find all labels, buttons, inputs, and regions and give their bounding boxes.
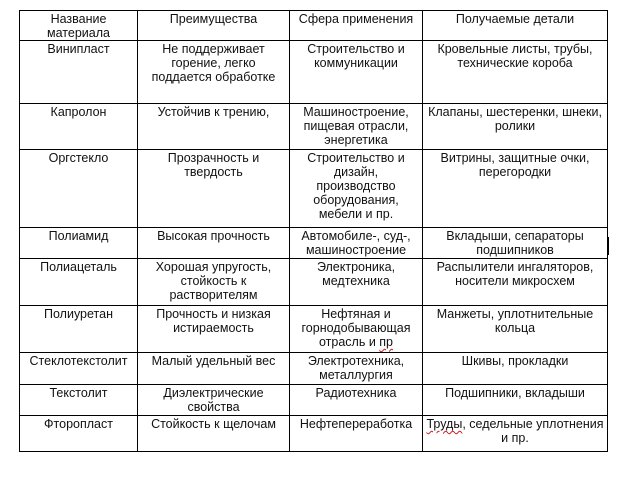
- header-cell-advantages: Преимущества: [138, 11, 290, 41]
- cell-parts: Витрины, защитные очки, перегородки: [423, 150, 608, 228]
- cell-scope: Нефтепереработка: [290, 416, 423, 452]
- cell-advantages: Прочность и низкая истираемость: [138, 306, 290, 353]
- text-cursor-mark: [607, 237, 609, 255]
- cell-material-name: Капролон: [20, 104, 138, 150]
- cell-scope: Машиностроение, пищевая отрасли, энергетика: [290, 104, 423, 150]
- cell-scope: Автомобиле-, суд-, машиностроение: [290, 228, 423, 259]
- cell-material-name: Полиацеталь: [20, 259, 138, 306]
- cell-material-name: Полиамид: [20, 228, 138, 259]
- cell-scope: Электроника, медтехника: [290, 259, 423, 306]
- header-cell-scope: Сфера применения: [290, 11, 423, 41]
- cell-scope: Строительство и коммуникации: [290, 41, 423, 104]
- spellcheck-underline: пр: [379, 335, 394, 349]
- table-row: [20, 41, 608, 104]
- cell-material-name: Оргстекло: [20, 150, 138, 228]
- document-page: [19, 10, 607, 452]
- cell-parts: Вкладыши, сепараторы подшипников: [423, 228, 608, 259]
- table-row: [20, 104, 608, 150]
- spellcheck-underline: Труды: [426, 417, 463, 431]
- header-cell-material-name: Название материала: [20, 11, 138, 41]
- table-row: [20, 385, 608, 416]
- table-row: [20, 416, 608, 452]
- table-row: [20, 228, 608, 259]
- table-row: [20, 150, 608, 228]
- cell-advantages: Диэлектрические свойства: [138, 385, 290, 416]
- cell-parts: Подшипники, вкладыши: [423, 385, 608, 416]
- header-cell-parts: Получаемые детали: [423, 11, 608, 41]
- cell-advantages: Малый удельный вес: [138, 353, 290, 385]
- cell-parts: Клапаны, шестеренки, шнеки, ролики: [423, 104, 608, 150]
- cell-parts: Шкивы, прокладки: [423, 353, 608, 385]
- cell-scope: Электротехника, металлургия: [290, 353, 423, 385]
- cell-parts: Кровельные листы, трубы, технические короба: [423, 41, 608, 104]
- cell-material-name: Полиуретан: [20, 306, 138, 353]
- table-row: [20, 353, 608, 385]
- cell-scope: Строительство и дизайн, производство оборудования, мебели и пр.: [290, 150, 423, 228]
- table-row: [20, 306, 608, 353]
- cell-advantages: Стойкость к щелочам: [138, 416, 290, 452]
- cell-advantages: Высокая прочность: [138, 228, 290, 259]
- cell-material-name: Фторопласт: [20, 416, 138, 452]
- cell-material-name: Винипласт: [20, 41, 138, 104]
- table-header-row: [20, 11, 608, 41]
- cell-material-name: Стеклотекстолит: [20, 353, 138, 385]
- cell-advantages: Прозрачность и твердость: [138, 150, 290, 228]
- cell-scope: Радиотехника: [290, 385, 423, 416]
- table-row: [20, 259, 608, 306]
- cell-advantages: Устойчив к трению,: [138, 104, 290, 150]
- cell-material-name: Текстолит: [20, 385, 138, 416]
- cell-scope: Нефтяная и горнодобывающая отрасль и пр: [290, 306, 423, 353]
- cell-advantages: Хорошая упругость, стойкость к растворителям: [138, 259, 290, 306]
- cell-parts: Распылители ингаляторов, носители микросхем: [423, 259, 608, 306]
- cell-parts: Труды, седельные уплотнения и пр.: [423, 416, 608, 452]
- cell-parts: Манжеты, уплотнительные кольца: [423, 306, 608, 353]
- cell-advantages: Не поддерживает горение, легко поддается обработке: [138, 41, 290, 104]
- materials-table: [19, 10, 608, 452]
